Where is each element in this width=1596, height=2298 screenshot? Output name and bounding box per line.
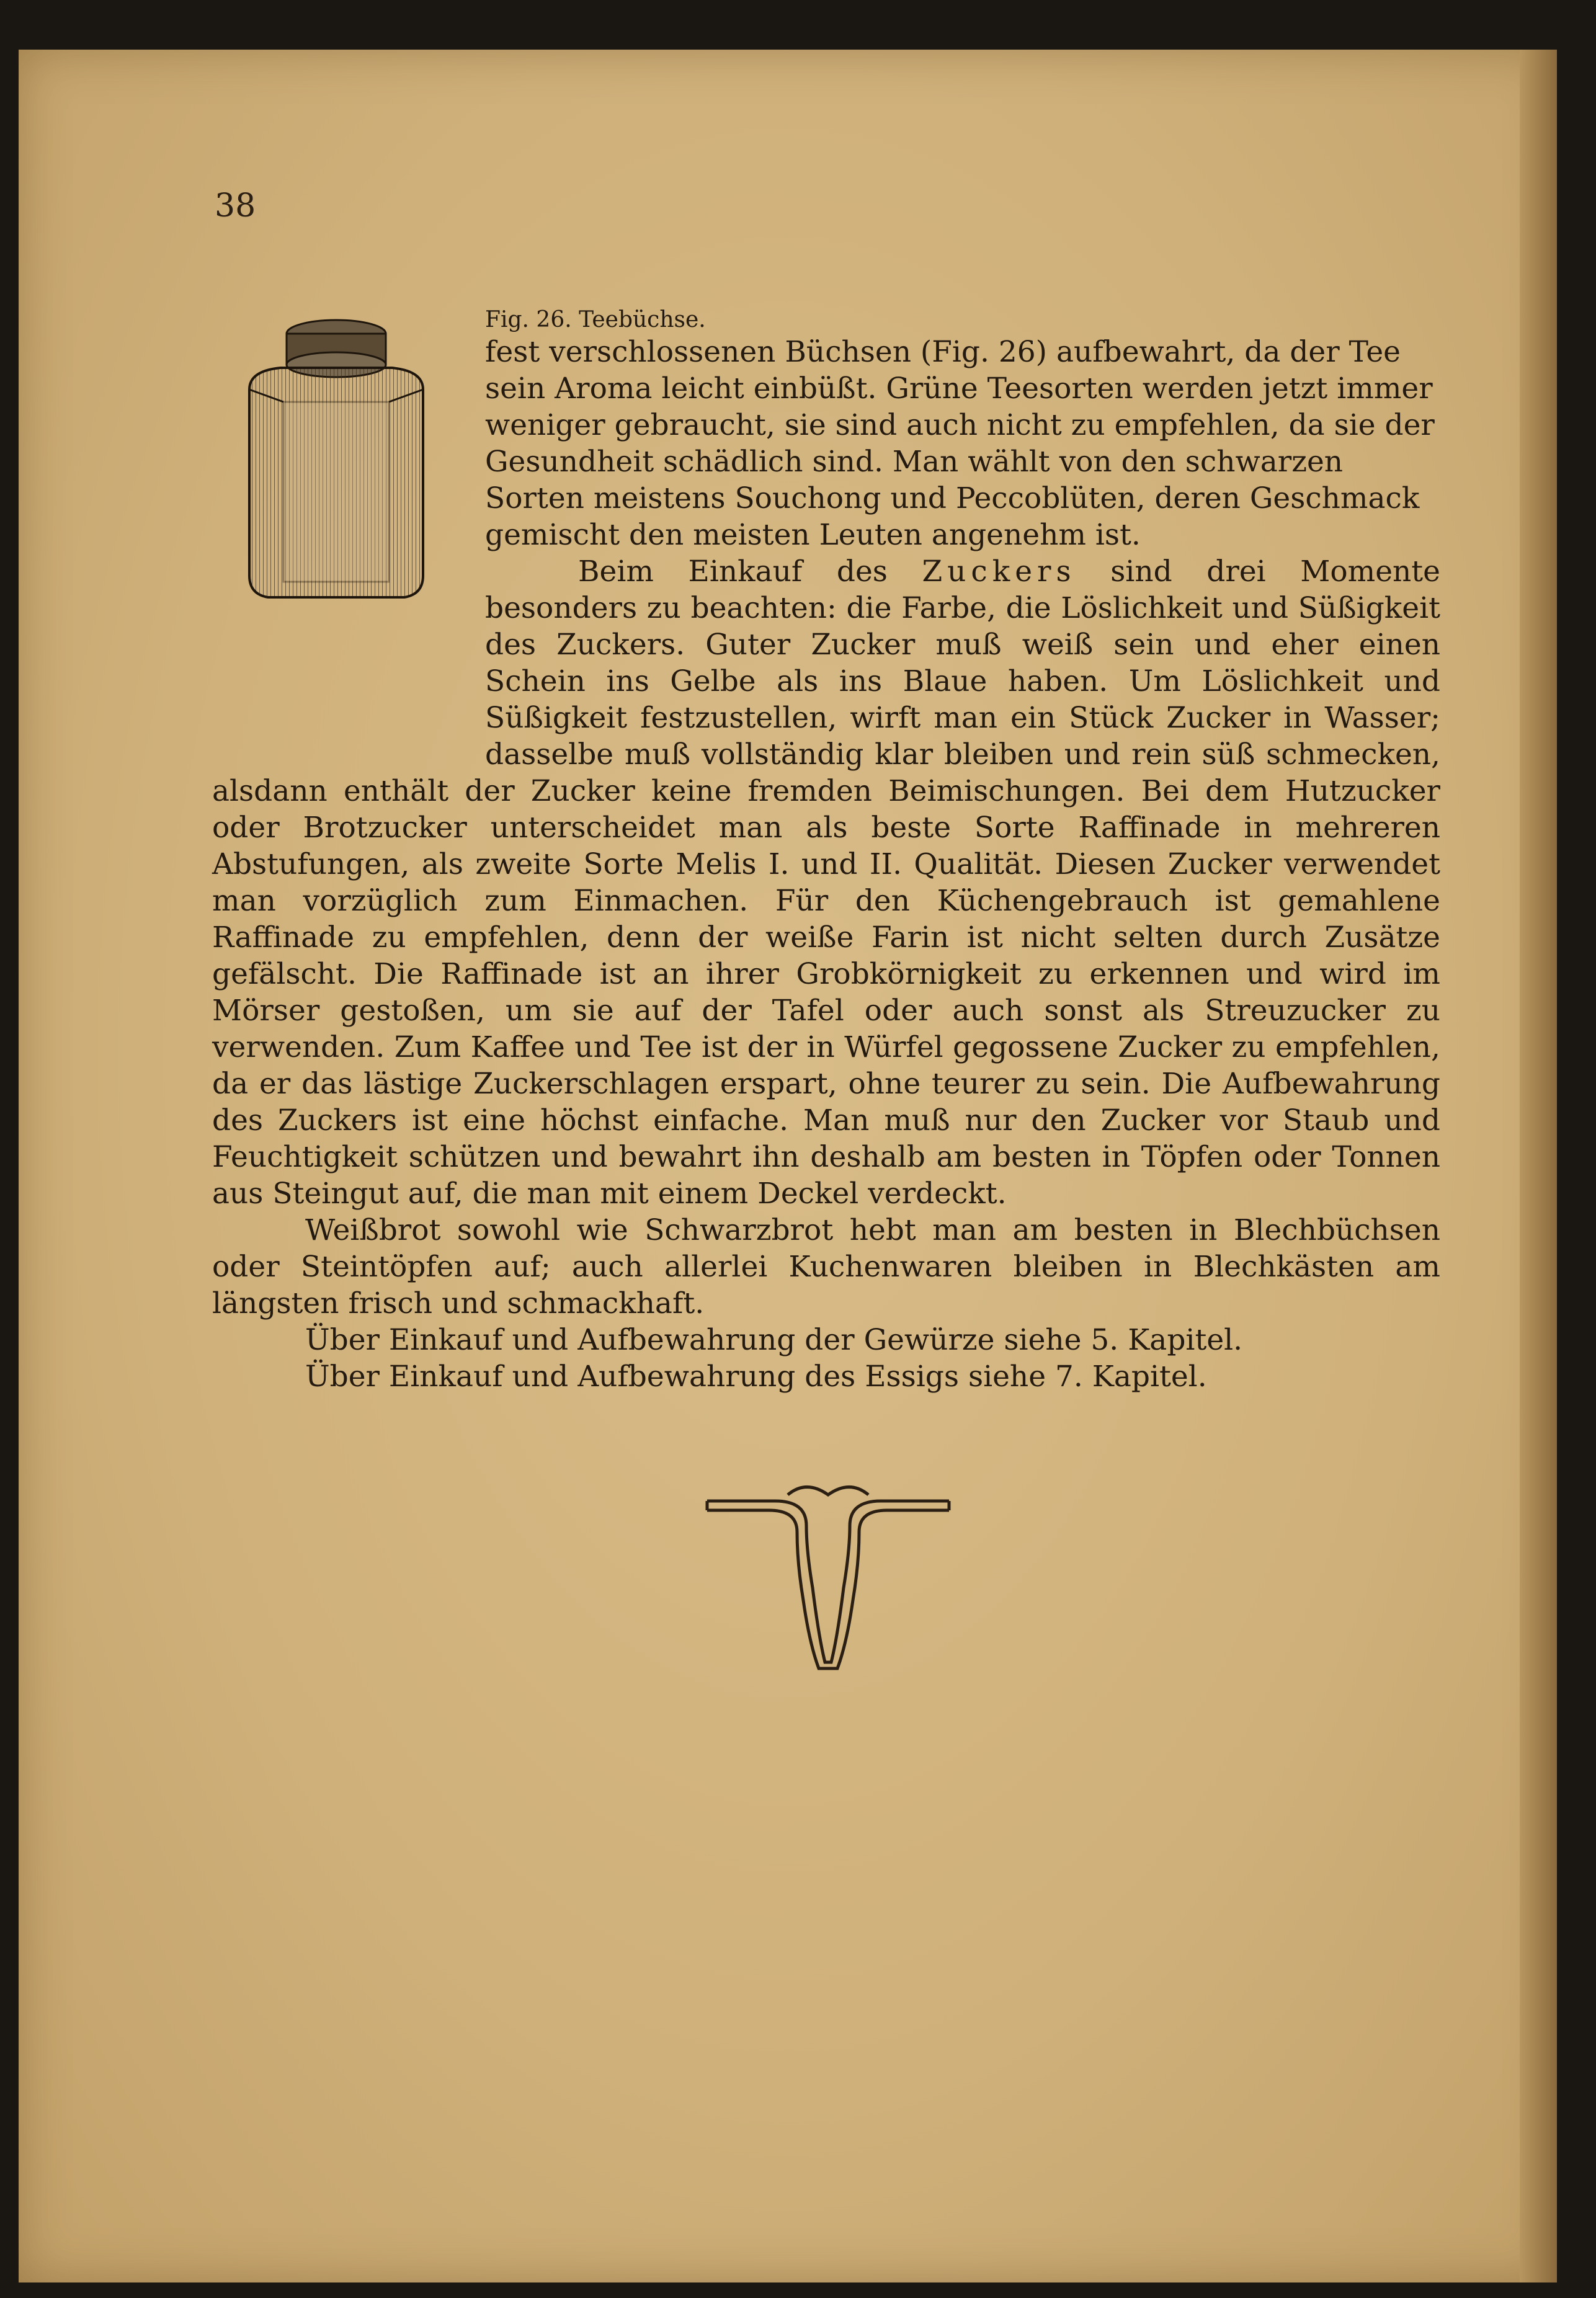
p2-after: sind drei Momente besonders zu beachten: die Farbe, die Löslichkeit und Süßigkeit des Zuckers. Guter Zucker muß weiß sein und eher einen Schein ins Gelbe als ins Blaue haben. Um Löslichkeit und Süßigkeit festzustellen, wirft man ein Stück Zucker in Wasser; dasselbe muß vollständig klar bleiben und rein süß schmecken, alsdann enthält der Zucker keine fremden Beimischungen. Bei dem Hutzucker oder Brotzucker unterscheidet man als beste Sorte Raffinade in mehreren Abstufungen, als zweite Sorte Melis I. und II. Qualität. Diesen Zucker verwendet man vorzüglich zum Einmachen. Für den Küchengebrauch ist gemahlene Raffinade zu empfehlen, denn der weiße Farin ist nicht selten durch Zusätze gefälscht. Die Raffinade ist an ihrer Grobkörnigkeit zu erkennen und wird im Mörser gestoßen, um sie auf der Tafel oder auch sonst als Streuzucker zu verwenden. Zum Kaffee und Tee ist der in Würfel gegossene Zucker zu empfehlen, da er das lästige Zuckerschlagen erspart, ohne teurer zu sein. Die Aufbewahrung des Zuckers ist eine höchst einfache. Man muß nur den Zucker vor Staub und Feuchtigkeit schützen und bewahrt ihn deshalb am besten in Töpfen oder Tonnen aus Steingut auf, die man mit einem Deckel verdeckt. [212,554,1440,1211]
body-text [212,304,1440,1395]
p2-emphasis: Zuckers [922,554,1076,589]
p2-before: Beim Einkauf des [578,554,888,589]
figure-caption: Fig. 26. Teebüchse. [485,307,706,332]
page-gutter [1520,50,1557,2282]
paragraph-4: Über Einkauf und Aufbewahrung der Gewürze siehe 5. Kapitel. [305,1323,1243,1357]
paragraph-3: Weißbrot sowohl wie Schwarzbrot hebt man am besten in Blechbüchsen oder Steintöpfen auf; auch allerlei Kuchenwaren bleiben in Blechkästen am längsten frisch und schmackhaft. [212,1213,1440,1320]
art-nouveau-ornament [695,1476,961,1675]
tea-canister-illustration [237,309,435,607]
page-number: 38 [215,187,256,225]
paragraph-5: Über Einkauf und Aufbewahrung des Essigs siehe 7. Kapitel. [305,1360,1207,1394]
figure-26 [212,309,460,768]
book-page [19,50,1557,2282]
paragraph-1-text: fest verschlossenen Büchsen (Fig. 26) aufbewahrt, da der Tee sein Aroma leicht einbüßt. Grüne Teesorten werden jetzt immer weniger gebraucht, sie sind auch nicht zu empfehlen, da sie der Gesundheit schädlich sind. Man wählt von den schwarzen Sorten meistens Souchong und Peccoblüten, deren Geschmack gemischt den meisten Leuten angenehm ist. [485,335,1435,552]
